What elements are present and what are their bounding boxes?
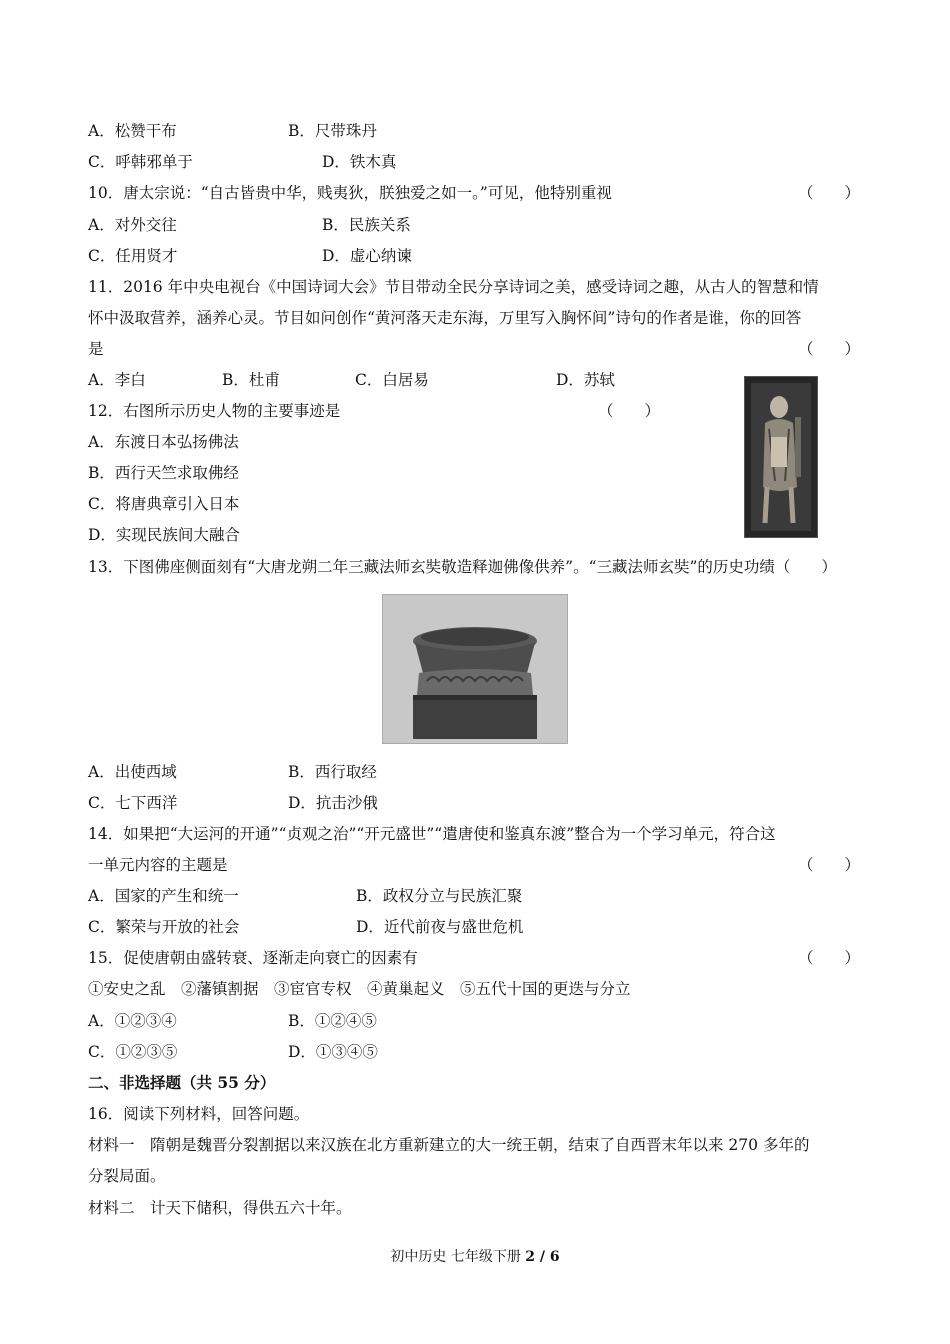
q12-option-d: D．实现民族间大融合: [88, 526, 240, 544]
q11-option-b: B．杜甫: [222, 371, 280, 389]
q11-answer-paren: （ ）: [798, 340, 861, 358]
q15-option-c: C．①②③⑤: [88, 1043, 178, 1061]
q13-option-a: A．出使西域: [88, 763, 177, 781]
q14-option-d: D．近代前夜与盛世危机: [356, 918, 524, 936]
q11-option-a: A．李白: [88, 371, 146, 389]
q9-option-c: C．呼韩邪单于: [88, 153, 193, 171]
q11-stem-line1: 11．2016 年中央电视台《中国诗词大会》节目带动全民分享诗词之美，感受诗词之趣，从古人的智慧和情: [88, 278, 819, 296]
q10-option-b: B．民族关系: [322, 216, 411, 234]
q15-items: ①安史之乱 ②藩镇割据 ③宦官专权 ④黄巢起义 ⑤五代十国的更迭与分立: [88, 980, 631, 998]
q15-option-b: B．①②④⑤: [288, 1012, 377, 1030]
q13-stem: 13．下图佛座侧面刻有“大唐龙朔二年三藏法师玄奘敬造释迦佛像供养”。“三藏法师玄奘”的历史功绩（ ）: [88, 558, 837, 576]
section-title: 二、非选择题（共 55 分）: [88, 1073, 276, 1092]
q11-option-c: C．白居易: [355, 371, 429, 389]
q13-option-d: D．抗击沙俄: [288, 794, 378, 812]
q12-option-b: B．西行天竺求取佛经: [88, 464, 239, 482]
page-footer: [0, 1248, 950, 1266]
buddha-pedestal-image: [382, 594, 568, 744]
q10-option-d: D．虚心纳谏: [322, 247, 412, 265]
q9-option-a: A．松赞干布: [88, 122, 177, 140]
q9-option-b: B．尺带珠丹: [288, 122, 377, 140]
q16-stem: 16．阅读下列材料，回答问题。: [88, 1105, 310, 1123]
q12-stem: 12．右图所示历史人物的主要事迹是: [88, 402, 341, 420]
q14-option-a: A．国家的产生和统一: [88, 887, 239, 905]
q12-option-c: C．将唐典章引入日本: [88, 495, 240, 513]
q9-option-d: D．铁木真: [322, 153, 397, 171]
q14-option-b: B．政权分立与民族汇聚: [356, 887, 523, 905]
q10-answer-paren: （ ）: [798, 184, 861, 202]
q16-material-2: 材料二 计天下储积，得供五六十年。: [88, 1199, 352, 1217]
q15-option-d: D．①③④⑤: [288, 1043, 378, 1061]
q11-option-d: D．苏轼: [556, 371, 615, 389]
q15-answer-paren: （ ）: [798, 949, 861, 967]
q13-option-b: B．西行取经: [288, 763, 377, 781]
q14-answer-paren: （ ）: [798, 856, 861, 874]
q10-stem: 10．唐太宗说：“自古皆贵中华，贱夷狄，朕独爱之如一。”可见，他特别重视: [88, 184, 612, 202]
q16-material-1-line2: 分裂局面。: [88, 1167, 166, 1185]
q14-stem-line2: 一单元内容的主题是: [88, 856, 228, 874]
q10-option-a: A．对外交往: [88, 216, 177, 234]
q16-material-1-line1: 材料一 隋朝是魏晋分裂割据以来汉族在北方重新建立的大一统王朝，结束了自西晋末年以来 270 多年的: [88, 1136, 810, 1154]
page-number: 2 / 6: [525, 1249, 560, 1265]
q13-option-c: C．七下西洋: [88, 794, 178, 812]
q14-option-c: C．繁荣与开放的社会: [88, 918, 240, 936]
q11-stem-line2: 怀中汲取营养，涵养心灵。节目如问创作“黄河落天走东海，万里写入胸怀间”诗句的作者是谁，你的回答: [88, 309, 802, 327]
historical-figure-image: [744, 376, 818, 538]
q15-stem: 15．促使唐朝由盛转衰、逐渐走向衰亡的因素有: [88, 949, 418, 967]
q12-option-a: A．东渡日本弘扬佛法: [88, 433, 239, 451]
q14-stem-line1: 14．如果把“大运河的开通”“贞观之治”“开元盛世”“遣唐使和鉴真东渡”整合为一个学习单元，符合这: [88, 825, 776, 843]
q10-option-c: C．任用贤才: [88, 247, 178, 265]
q12-answer-paren: （ ）: [598, 402, 661, 420]
footer-label: 初中历史 七年级下册: [390, 1249, 526, 1265]
q11-stem-line3: 是: [88, 340, 104, 358]
q15-option-a: A．①②③④: [88, 1012, 177, 1030]
